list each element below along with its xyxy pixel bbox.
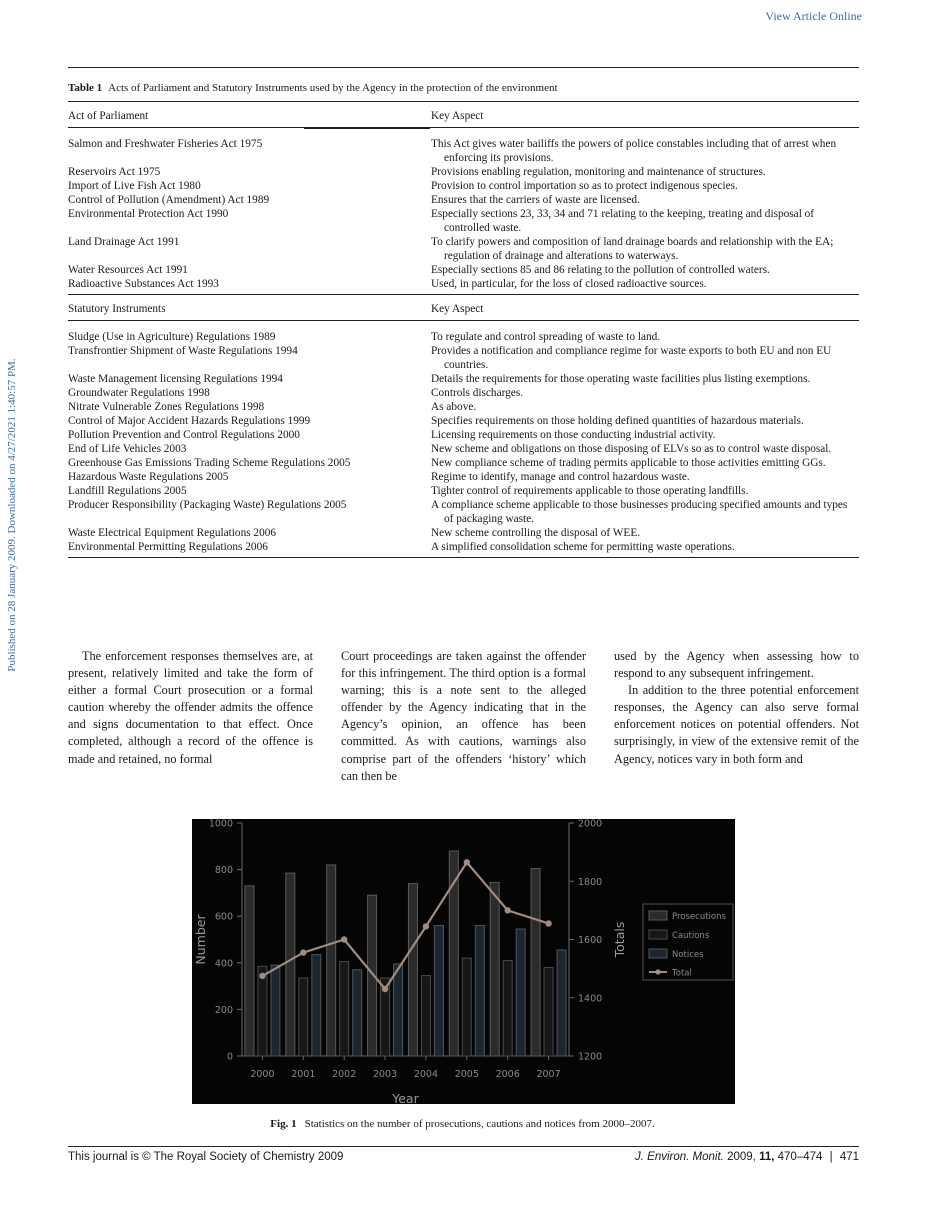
bar-cautions xyxy=(421,976,430,1056)
x-tick-label: 2002 xyxy=(332,1069,357,1080)
table-cell-key-aspect: Controls discharges. xyxy=(431,387,524,399)
bar-prosecutions xyxy=(327,865,336,1056)
col-head-key-aspect-2: Key Aspect xyxy=(431,303,484,315)
body-column-3 xyxy=(614,648,859,785)
y-tick-label-left: 400 xyxy=(214,958,233,970)
table-cell-name: Landfill Regulations 2005 xyxy=(68,485,187,497)
table-row xyxy=(68,428,859,442)
table-cell-name: Water Resources Act 1991 xyxy=(68,264,188,276)
body-paragraph: The enforcement responses themselves are, at present, relatively limited and take the form of either a formal Court prosecution or a formal caution whereby the offender admits the offence and signs documentation to that effect. Once completed, although a record of the offence is made and retained, no formal xyxy=(68,649,313,766)
body-column-2 xyxy=(341,648,586,785)
table-cell-key-aspect: Specifies requirements on those holding defined quantities of hazardous materials. xyxy=(431,415,804,427)
footer-page-number: 471 xyxy=(839,1151,859,1163)
table-cell-name: Producer Responsibility (Packaging Waste) Regulations 2005 xyxy=(68,499,347,511)
legend-swatch-notices xyxy=(649,949,667,958)
table-cell-key-aspect: A simplified consolidation scheme for permitting waste operations. xyxy=(431,541,735,553)
body-paragraph: Court proceedings are taken against the offender for this infringement. The third option is a formal warning; this is a note sent to the alleged offender by the Agency indicating that in the Agency’s opinion, an offence has been committed. As with cautions, warnings also comprise part of the offenders ‘history’ which can then be xyxy=(341,649,586,783)
legend-swatch-total-point xyxy=(655,969,660,974)
table-rows-acts xyxy=(68,128,859,294)
x-tick-label: 2005 xyxy=(454,1069,479,1080)
view-article-online-link[interactable]: View Article Online xyxy=(765,9,862,23)
y-tick-label-right: 1200 xyxy=(578,1051,603,1063)
table-row xyxy=(68,137,859,165)
table-row xyxy=(68,235,859,263)
table-cell-key-aspect: Ensures that the carriers of waste are licensed. xyxy=(431,194,640,206)
y-tick-label-left: 0 xyxy=(226,1051,233,1063)
table-1 xyxy=(68,67,859,558)
table-row xyxy=(68,165,859,179)
bar-notices xyxy=(557,950,566,1056)
table-row xyxy=(68,193,859,207)
table-cell-key-aspect: Used, in particular, for the loss of closed radioactive sources. xyxy=(431,278,707,290)
x-tick-label: 2006 xyxy=(495,1069,520,1080)
table-cell-name: Waste Electrical Equipment Regulations 2006 xyxy=(68,527,277,539)
y-axis-label-right: Totals xyxy=(612,921,627,958)
table-cell-key-aspect: New scheme and obligations on those disposing of ELVs so as to control waste disposal. xyxy=(431,443,832,455)
bar-prosecutions xyxy=(408,884,417,1056)
col-head-instrument: Statutory Instruments xyxy=(68,303,166,315)
legend-swatch-prosecutions xyxy=(649,911,667,920)
table-cell-key-aspect: Licensing requirements on those conducting industrial activity. xyxy=(431,429,716,441)
body-text xyxy=(68,648,859,785)
table-cell-key-aspect: Details the requirements for those operating waste facilities plus listing exemptions. xyxy=(431,373,811,385)
table-cell-name: Control of Pollution (Amendment) Act 1989 xyxy=(68,194,270,206)
table-cell-key-aspect: As above. xyxy=(431,401,477,413)
y-tick-label-left: 800 xyxy=(214,865,233,877)
published-side-note xyxy=(4,330,20,700)
figure-caption-text: Statistics on the number of prosecutions, cautions and notices from 2000–2007. xyxy=(304,1118,655,1130)
table-cell-key-aspect: A compliance scheme applicable to those businesses producing specified amounts and types of packaging waste. xyxy=(431,499,848,525)
table-cell-key-aspect: Especially sections 85 and 86 relating to the pollution of controlled waters. xyxy=(431,264,770,276)
bar-cautions xyxy=(299,978,308,1056)
table-row xyxy=(68,207,859,235)
bar-prosecutions xyxy=(531,868,540,1056)
footer-copyright: This journal is © The Royal Society of Chemistry 2009 xyxy=(68,1151,344,1163)
bar-notices xyxy=(353,970,362,1056)
bar-prosecutions xyxy=(490,882,499,1056)
table-caption xyxy=(68,68,859,101)
table-cell-name: Groundwater Regulations 1998 xyxy=(68,387,210,399)
table-row xyxy=(68,179,859,193)
col-head-act: Act of Parliament xyxy=(68,110,149,122)
table-cell-name: Control of Major Accident Hazards Regulations 1999 xyxy=(68,415,311,427)
total-point xyxy=(382,986,388,992)
table-row xyxy=(68,277,859,291)
table-cell-key-aspect: Especially sections 23, 33, 34 and 71 relating to the keeping, treating and disposal of controlled waste. xyxy=(431,208,815,234)
table-cell-name: Greenhouse Gas Emissions Trading Scheme Regulations 2005 xyxy=(68,457,351,469)
table-row xyxy=(68,414,859,428)
y-tick-label-right: 1400 xyxy=(578,993,603,1005)
total-point xyxy=(300,949,306,955)
y-tick-label-left: 600 xyxy=(214,911,233,923)
x-axis-label: Year xyxy=(392,1091,419,1104)
table-cell-name: Environmental Protection Act 1990 xyxy=(68,208,229,220)
table-row xyxy=(68,372,859,386)
table-cell-key-aspect: This Act gives water bailiffs the powers of police constables including that of arrest when enforcing its provisions. xyxy=(431,138,837,164)
table-cell-name: Environmental Permitting Regulations 2006 xyxy=(68,541,268,553)
table-cell-name: End of Life Vehicles 2003 xyxy=(68,443,187,455)
y-tick-label-left: 1000 xyxy=(208,819,233,830)
total-point xyxy=(341,936,347,942)
bar-line-chart xyxy=(192,819,735,1104)
table-row xyxy=(68,400,859,414)
y-tick-label-right: 2000 xyxy=(578,819,603,830)
x-tick-label: 2003 xyxy=(372,1069,398,1080)
table-row xyxy=(68,526,859,540)
total-point xyxy=(259,973,265,979)
table-cell-name: Reservoirs Act 1975 xyxy=(68,166,161,178)
bar-notices xyxy=(394,964,403,1056)
legend-swatch-cautions xyxy=(649,930,667,939)
table-cell-name: Nitrate Vulnerable Zones Regulations 1998 xyxy=(68,401,265,413)
x-tick-label: 2004 xyxy=(413,1069,439,1080)
table-cell-key-aspect: Regime to identify, manage and control hazardous waste. xyxy=(431,471,690,483)
body-paragraph: In addition to the three potential enforcement responses, the Agency can also serve formal enforcement notices on potential offenders. Not surprisingly, in view of the extensive remit of the Agency, notices vary in both form and xyxy=(614,683,859,766)
x-tick-label: 2001 xyxy=(291,1069,316,1080)
table-label: Table 1 xyxy=(68,82,103,94)
bar-notices xyxy=(434,926,443,1056)
footer-volume: 11, xyxy=(759,1151,775,1163)
table-bottom-rule xyxy=(68,557,859,558)
table-row xyxy=(68,540,859,554)
footer-citation xyxy=(635,1151,859,1163)
bar-prosecutions xyxy=(286,873,295,1056)
table-row xyxy=(68,442,859,456)
table-row xyxy=(68,484,859,498)
table-cell-name: Pollution Prevention and Control Regulations 2000 xyxy=(68,429,300,441)
figure-label: Fig. 1 xyxy=(270,1118,297,1130)
table-row xyxy=(68,330,859,344)
table-cell-name: Radioactive Substances Act 1993 xyxy=(68,278,219,290)
legend-label: Cautions xyxy=(672,931,710,941)
total-point xyxy=(504,907,510,913)
total-point xyxy=(545,920,551,926)
total-point xyxy=(423,923,429,929)
table-cell-key-aspect: To clarify powers and composition of land drainage boards and relationship with the EA; regulation of drainage and alterations to waterways. xyxy=(431,236,834,262)
table-cell-key-aspect: New scheme controlling the disposal of WEE. xyxy=(431,527,641,539)
bar-notices xyxy=(312,955,321,1056)
bar-cautions xyxy=(544,967,553,1056)
figure-caption xyxy=(0,1118,925,1130)
y-axis-label-left: Number xyxy=(193,914,208,965)
total-point xyxy=(464,859,470,865)
table-cell-key-aspect: New compliance scheme of trading permits applicable to those activities emitting GGs. xyxy=(431,457,826,469)
bar-cautions xyxy=(340,962,349,1056)
footer-pages: 470–474 xyxy=(777,1151,823,1163)
table-cell-name: Waste Management licensing Regulations 1994 xyxy=(68,373,283,385)
footer-journal: J. Environ. Monit. xyxy=(635,1151,724,1163)
table-head-rule xyxy=(68,127,859,128)
table-cell-key-aspect: Tighter control of requirements applicable to those operating landfills. xyxy=(431,485,749,497)
table-row xyxy=(68,498,859,526)
table-cell-name: Sludge (Use in Agriculture) Regulations 1989 xyxy=(68,331,276,343)
table-row xyxy=(68,386,859,400)
figure-1 xyxy=(192,819,735,1104)
x-tick-label: 2000 xyxy=(250,1069,275,1080)
legend-label: Total xyxy=(672,968,692,979)
bar-cautions xyxy=(462,958,471,1056)
table-cell-key-aspect: Provisions enabling regulation, monitoring and maintenance of structures. xyxy=(431,166,766,178)
x-tick-label: 2007 xyxy=(536,1069,561,1080)
table-head-acts xyxy=(68,102,859,127)
col-head-key-aspect: Key Aspect xyxy=(431,110,484,122)
footer-separator: | xyxy=(829,1151,833,1163)
table-cell-key-aspect: To regulate and control spreading of waste to land. xyxy=(431,331,661,343)
body-paragraph: used by the Agency when assessing how to respond to any subsequent infringement. xyxy=(614,649,859,681)
y-tick-label-right: 1600 xyxy=(578,935,603,946)
table-row xyxy=(68,344,859,372)
y-tick-label-left: 200 xyxy=(214,1004,233,1016)
bar-cautions xyxy=(503,960,512,1056)
footer-year: 2009, xyxy=(727,1151,756,1163)
table-cell-key-aspect: Provides a notification and compliance regime for waste exports to both EU and non EU countries. xyxy=(431,345,832,371)
bar-notices xyxy=(271,965,280,1056)
table-row xyxy=(68,456,859,470)
table-rows-instruments xyxy=(68,321,859,557)
bar-notices xyxy=(516,929,525,1056)
table-cell-key-aspect: Provision to control importation so as to protect indigenous species. xyxy=(431,180,738,192)
legend-label: Prosecutions xyxy=(672,912,726,922)
published-side-note-text: Published on 28 January 2009. Downloaded on 4/27/2021 1:40:57 PM. xyxy=(6,358,18,672)
bar-notices xyxy=(475,926,484,1056)
legend-label: Notices xyxy=(672,950,704,960)
table-cell-name: Salmon and Freshwater Fisheries Act 1975 xyxy=(68,138,263,150)
y-tick-label-right: 1800 xyxy=(578,876,603,888)
table-row xyxy=(68,263,859,277)
table-cell-name: Land Drainage Act 1991 xyxy=(68,236,180,248)
table-cell-name: Import of Live Fish Act 1980 xyxy=(68,180,201,192)
table-caption-text: Acts of Parliament and Statutory Instruments used by the Agency in the protection of the environment xyxy=(108,82,558,94)
table-head-instruments xyxy=(68,295,859,320)
table-cell-name: Transfrontier Shipment of Waste Regulations 1994 xyxy=(68,345,298,357)
bar-prosecutions xyxy=(245,886,254,1056)
table-cell-name: Hazardous Waste Regulations 2005 xyxy=(68,471,229,483)
bar-cautions xyxy=(258,966,267,1056)
table-row xyxy=(68,470,859,484)
body-column-1 xyxy=(68,648,313,785)
footer-rule xyxy=(68,1146,859,1147)
